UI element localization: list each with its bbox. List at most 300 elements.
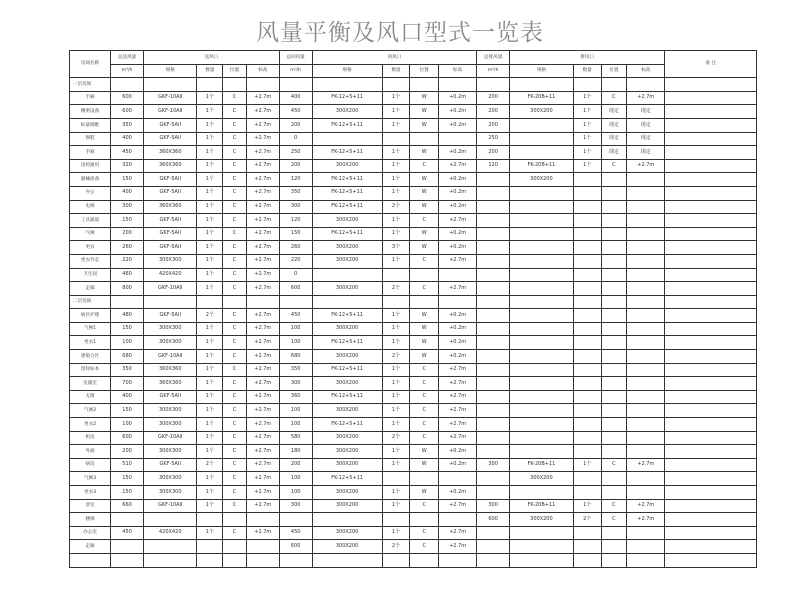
return-position-cell: C	[410, 363, 439, 377]
supply-elevation-cell: +2.7m	[246, 132, 279, 146]
exhaust-model-cell	[510, 431, 574, 445]
exhaust-model-cell: FK-20B+11	[510, 499, 574, 513]
supply-elevation-cell: +2.7m	[246, 186, 279, 200]
return-model-cell: 300X200	[312, 350, 382, 364]
supply-volume-cell: 260	[111, 241, 144, 255]
supply-elevation-cell: +2.7m	[246, 431, 279, 445]
notes-cell	[665, 322, 757, 336]
return-model-cell: FK-12+5+11	[312, 200, 382, 214]
supply-qty-cell: 1个	[197, 526, 223, 540]
return-model-cell: FK-12+5+11	[312, 390, 382, 404]
return-model-cell: 300X200	[312, 458, 382, 472]
return-elevation-cell: +0.2m	[439, 322, 477, 336]
return-position-cell	[410, 553, 439, 567]
exhaust-model-cell	[510, 363, 574, 377]
return-model-cell: FK-12+5+11	[312, 118, 382, 132]
supply-elevation-cell: +2.7m	[246, 390, 279, 404]
supply-model-cell: GKF-5AII	[144, 173, 197, 187]
exhaust-elevation-cell	[627, 486, 665, 500]
supply-model-cell: GKF-5AII	[144, 227, 197, 241]
return-qty-cell: 1个	[382, 173, 410, 187]
exhaust-volume-cell	[477, 295, 510, 309]
return-volume-cell: 450	[279, 309, 312, 323]
exhaust-model-cell	[510, 146, 574, 160]
return-qty-cell: 1个	[382, 91, 410, 105]
supply-qty-cell: 1个	[197, 254, 223, 268]
supply-model-cell: 300X300	[144, 472, 197, 486]
return-volume-cell: 100	[279, 418, 312, 432]
exhaust-volume-cell	[477, 186, 510, 200]
exhaust-model-cell	[510, 486, 574, 500]
return-volume-cell: 350	[279, 186, 312, 200]
exhaust-position-cell: C	[601, 513, 627, 527]
supply-position-cell	[223, 513, 247, 527]
supply-elevation-cell: +2.7m	[246, 159, 279, 173]
supply-volume-cell: 150	[111, 322, 144, 336]
return-elevation-cell	[439, 513, 477, 527]
notes-cell	[665, 295, 757, 309]
notes-cell	[665, 254, 757, 268]
return-position-cell: W	[410, 486, 439, 500]
supply-elevation-cell: +2.7m	[246, 254, 279, 268]
supply-qty-cell: 1个	[197, 241, 223, 255]
exhaust-qty-cell	[573, 173, 601, 187]
exhaust-elevation-cell	[627, 553, 665, 567]
supply-elevation-cell: +2.7m	[246, 499, 279, 513]
exhaust-elevation-cell	[627, 268, 665, 282]
header-unit: m³/h	[279, 64, 312, 78]
table-row	[70, 200, 757, 214]
exhaust-model-cell	[510, 241, 574, 255]
return-model-cell: 300X200	[312, 105, 382, 119]
exhaust-qty-cell	[573, 295, 601, 309]
exhaust-volume-cell	[477, 540, 510, 554]
exhaust-elevation-cell: 现定	[627, 118, 665, 132]
return-model-cell: FK-12+5+11	[312, 173, 382, 187]
notes-cell	[665, 472, 757, 486]
supply-model-cell: GKF-5AII	[144, 214, 197, 228]
return-model-cell: 300X200	[312, 214, 382, 228]
header-notes: 备 注	[665, 51, 757, 78]
exhaust-volume-cell	[477, 78, 510, 92]
return-volume-cell: 120	[279, 173, 312, 187]
return-elevation-cell	[439, 553, 477, 567]
supply-elevation-cell: +2.7m	[246, 118, 279, 132]
table-row	[70, 214, 757, 228]
exhaust-model-cell: 300X200	[510, 105, 574, 119]
supply-model-cell: GKF-5AII	[144, 309, 197, 323]
return-model-cell	[312, 268, 382, 282]
supply-volume-cell: 150	[111, 486, 144, 500]
room-name-cell: 气闸2	[70, 404, 111, 418]
return-model-cell	[312, 295, 382, 309]
return-position-cell	[410, 268, 439, 282]
return-elevation-cell	[439, 268, 477, 282]
header-return-volume: 总回风量	[279, 51, 312, 65]
exhaust-model-cell	[510, 350, 574, 364]
return-qty-cell: 1个	[382, 214, 410, 228]
return-volume-cell: 350	[279, 363, 312, 377]
header-exhaust-volume: 总排风量	[477, 51, 510, 65]
return-qty-cell	[382, 132, 410, 146]
exhaust-elevation-cell: 现定	[627, 146, 665, 160]
supply-elevation-cell: +2.7m	[246, 377, 279, 391]
exhaust-model-cell	[510, 322, 574, 336]
exhaust-qty-cell	[573, 418, 601, 432]
return-qty-cell	[382, 553, 410, 567]
return-volume-cell: 100	[279, 336, 312, 350]
exhaust-position-cell: 现定	[601, 132, 627, 146]
supply-position-cell: C	[223, 458, 247, 472]
supply-elevation-cell: +2.7m	[246, 146, 279, 160]
notes-cell	[665, 390, 757, 404]
return-volume-cell: 200	[279, 159, 312, 173]
header-elevation: 标高	[246, 64, 279, 78]
supply-qty-cell: 1个	[197, 404, 223, 418]
exhaust-model-cell: FK-20B+11	[510, 458, 574, 472]
exhaust-elevation-cell	[627, 186, 665, 200]
exhaust-volume-cell: 300	[477, 458, 510, 472]
notes-cell	[665, 540, 757, 554]
exhaust-position-cell	[601, 350, 627, 364]
return-elevation-cell	[439, 295, 477, 309]
supply-position-cell: C	[223, 486, 247, 500]
table-row	[70, 526, 757, 540]
return-volume-cell: 250	[279, 146, 312, 160]
exhaust-volume-cell: 200	[477, 105, 510, 119]
exhaust-position-cell	[601, 472, 627, 486]
exhaust-volume-cell	[477, 472, 510, 486]
return-elevation-cell: +0.2m	[439, 105, 477, 119]
supply-model-cell	[144, 295, 197, 309]
supply-volume-cell: 150	[111, 404, 144, 418]
return-elevation-cell: +2.7m	[439, 390, 477, 404]
return-elevation-cell: +2.7m	[439, 159, 477, 173]
room-name-cell: 病房	[70, 458, 111, 472]
exhaust-position-cell: 现定	[601, 146, 627, 160]
table-row	[70, 486, 757, 500]
table-row	[70, 472, 757, 486]
exhaust-model-cell: FK-20B+11	[510, 159, 574, 173]
exhaust-elevation-cell	[627, 526, 665, 540]
supply-qty-cell	[197, 295, 223, 309]
notes-cell	[665, 132, 757, 146]
return-elevation-cell	[439, 78, 477, 92]
supply-elevation-cell: +2.7m	[246, 322, 279, 336]
supply-position-cell: C	[223, 91, 247, 105]
return-qty-cell: 1个	[382, 227, 410, 241]
supply-position-cell: C	[223, 241, 247, 255]
exhaust-qty-cell: 1个	[573, 458, 601, 472]
room-name-cell: 走廊	[70, 282, 111, 296]
return-elevation-cell: +2.7m	[439, 404, 477, 418]
return-position-cell: C	[410, 526, 439, 540]
return-volume-cell: 260	[279, 241, 312, 255]
return-volume-cell: 100	[279, 404, 312, 418]
supply-model-cell: GKF-5AII	[144, 390, 197, 404]
exhaust-volume-cell	[477, 445, 510, 459]
return-volume-cell: 450	[279, 105, 312, 119]
return-model-cell: FK-12+5+11	[312, 472, 382, 486]
exhaust-elevation-cell: +2.7m	[627, 91, 665, 105]
exhaust-qty-cell	[573, 540, 601, 554]
supply-model-cell: 360X360	[144, 200, 197, 214]
room-name-cell: 留样标本	[70, 363, 111, 377]
return-volume-cell: 0	[279, 132, 312, 146]
table-row	[70, 241, 757, 255]
exhaust-elevation-cell	[627, 363, 665, 377]
supply-model-cell: 300X300	[144, 486, 197, 500]
exhaust-position-cell	[601, 363, 627, 377]
return-model-cell: FK-12+5+11	[312, 227, 382, 241]
exhaust-elevation-cell	[627, 227, 665, 241]
supply-elevation-cell: +2.7m	[246, 472, 279, 486]
exhaust-position-cell: C	[601, 91, 627, 105]
supply-model-cell: 420X420	[144, 526, 197, 540]
room-name-cell: 楼梯	[70, 513, 111, 527]
supply-position-cell: C	[223, 472, 247, 486]
supply-position-cell: C	[223, 445, 247, 459]
supply-position-cell: C	[223, 282, 247, 296]
exhaust-elevation-cell: +2.7m	[627, 499, 665, 513]
exhaust-elevation-cell	[627, 322, 665, 336]
header-unit: m³/h	[477, 64, 510, 78]
exhaust-elevation-cell: +2.7m	[627, 159, 665, 173]
exhaust-elevation-cell	[627, 472, 665, 486]
exhaust-volume-cell	[477, 418, 510, 432]
exhaust-position-cell	[601, 186, 627, 200]
exhaust-volume-cell: 300	[477, 499, 510, 513]
return-elevation-cell: +0.2m	[439, 186, 477, 200]
supply-volume-cell: 150	[111, 472, 144, 486]
exhaust-qty-cell: 2个	[573, 513, 601, 527]
exhaust-elevation-cell: 现定	[627, 105, 665, 119]
return-position-cell	[410, 295, 439, 309]
supply-position-cell: C	[223, 377, 247, 391]
exhaust-elevation-cell	[627, 295, 665, 309]
exhaust-position-cell	[601, 431, 627, 445]
supply-volume-cell: 450	[111, 526, 144, 540]
exhaust-qty-cell	[573, 377, 601, 391]
return-model-cell: 300X200	[312, 254, 382, 268]
supply-volume-cell: 350	[111, 118, 144, 132]
supply-volume-cell: 700	[111, 377, 144, 391]
table-row	[70, 377, 757, 391]
return-volume-cell: 300	[279, 499, 312, 513]
return-position-cell: W	[410, 350, 439, 364]
exhaust-volume-cell	[477, 486, 510, 500]
supply-model-cell: 360X360	[144, 377, 197, 391]
room-name-cell: 无菌	[70, 390, 111, 404]
return-qty-cell: 1个	[382, 390, 410, 404]
return-model-cell: FK-12+5+11	[312, 186, 382, 200]
exhaust-model-cell	[510, 118, 574, 132]
supply-volume-cell: 200	[111, 227, 144, 241]
exhaust-elevation-cell	[627, 241, 665, 255]
return-position-cell: W	[410, 445, 439, 459]
return-model-cell	[312, 553, 382, 567]
room-name-cell: 更衣2	[70, 418, 111, 432]
exhaust-volume-cell: 200	[477, 118, 510, 132]
supply-position-cell: C	[223, 227, 247, 241]
header-qty: 数量	[382, 64, 410, 78]
room-name-cell: 手麻	[70, 146, 111, 160]
supply-model-cell: GKF-10AII	[144, 499, 197, 513]
supply-model-cell: GKF-5AII	[144, 458, 197, 472]
exhaust-model-cell: 300X200	[510, 173, 574, 187]
supply-model-cell: 360X360	[144, 363, 197, 377]
exhaust-elevation-cell	[627, 200, 665, 214]
exhaust-model-cell	[510, 227, 574, 241]
supply-qty-cell: 1个	[197, 186, 223, 200]
notes-cell	[665, 186, 757, 200]
exhaust-model-cell	[510, 282, 574, 296]
return-model-cell: FK-12+5+11	[312, 309, 382, 323]
supply-volume-cell: 320	[111, 159, 144, 173]
exhaust-volume-cell	[477, 214, 510, 228]
exhaust-position-cell	[601, 295, 627, 309]
supply-position-cell: C	[223, 526, 247, 540]
supply-model-cell: 300X300	[144, 254, 197, 268]
supply-volume-cell: 680	[111, 350, 144, 364]
return-model-cell: 300X200	[312, 404, 382, 418]
notes-cell	[665, 499, 757, 513]
exhaust-model-cell	[510, 390, 574, 404]
header-return-outlet: 回风口	[312, 51, 477, 65]
notes-cell	[665, 91, 757, 105]
notes-cell	[665, 526, 757, 540]
return-position-cell	[410, 132, 439, 146]
room-name-cell: 电梯	[70, 200, 111, 214]
supply-volume-cell: 100	[111, 418, 144, 432]
notes-cell	[665, 363, 757, 377]
supply-position-cell: C	[223, 322, 247, 336]
section-label: 一层房间	[70, 78, 111, 92]
supply-position-cell: C	[223, 105, 247, 119]
return-elevation-cell	[439, 472, 477, 486]
exhaust-position-cell	[601, 390, 627, 404]
return-position-cell: C	[410, 282, 439, 296]
exhaust-elevation-cell	[627, 377, 665, 391]
supply-elevation-cell: +2.7m	[246, 445, 279, 459]
exhaust-position-cell	[601, 268, 627, 282]
exhaust-position-cell	[601, 526, 627, 540]
exhaust-volume-cell: 600	[477, 513, 510, 527]
room-name-cell: 标量调配	[70, 118, 111, 132]
supply-model-cell	[144, 540, 197, 554]
supply-elevation-cell: +2.7m	[246, 363, 279, 377]
exhaust-position-cell	[601, 486, 627, 500]
return-elevation-cell: +2.7m	[439, 254, 477, 268]
supply-model-cell: 360X360	[144, 146, 197, 160]
notes-cell	[665, 553, 757, 567]
return-position-cell: W	[410, 322, 439, 336]
supply-position-cell: C	[223, 254, 247, 268]
supply-position-cell	[223, 78, 247, 92]
notes-cell	[665, 431, 757, 445]
table-row	[70, 322, 757, 336]
return-qty-cell: 1个	[382, 186, 410, 200]
return-qty-cell: 3个	[382, 241, 410, 255]
supply-model-cell	[144, 513, 197, 527]
return-elevation-cell: +0.2m	[439, 227, 477, 241]
exhaust-qty-cell	[573, 336, 601, 350]
exhaust-volume-cell	[477, 377, 510, 391]
exhaust-position-cell	[601, 200, 627, 214]
exhaust-volume-cell	[477, 350, 510, 364]
exhaust-qty-cell	[573, 186, 601, 200]
notes-cell	[665, 241, 757, 255]
supply-qty-cell: 1个	[197, 336, 223, 350]
exhaust-qty-cell	[573, 241, 601, 255]
room-name-cell: 走廊	[70, 540, 111, 554]
supply-volume-cell: 600	[111, 105, 144, 119]
exhaust-position-cell	[601, 241, 627, 255]
supply-position-cell	[223, 295, 247, 309]
supply-qty-cell: 1个	[197, 418, 223, 432]
exhaust-model-cell	[510, 404, 574, 418]
exhaust-qty-cell	[573, 390, 601, 404]
supply-elevation-cell: +2.7m	[246, 227, 279, 241]
room-name-cell: 诊室	[70, 499, 111, 513]
supply-position-cell: C	[223, 431, 247, 445]
exhaust-model-cell	[510, 268, 574, 282]
return-position-cell: C	[410, 254, 439, 268]
exhaust-volume-cell	[477, 526, 510, 540]
exhaust-position-cell	[601, 78, 627, 92]
return-qty-cell: 1个	[382, 254, 410, 268]
exhaust-model-cell	[510, 540, 574, 554]
return-qty-cell: 1个	[382, 404, 410, 418]
exhaust-position-cell	[601, 214, 627, 228]
header-exhaust-outlet: 排风口	[510, 51, 665, 65]
exhaust-volume-cell	[477, 309, 510, 323]
table-row	[70, 186, 757, 200]
table-row	[70, 404, 757, 418]
return-model-cell: 300X200	[312, 486, 382, 500]
return-elevation-cell: +0.2m	[439, 91, 477, 105]
supply-qty-cell: 1个	[197, 322, 223, 336]
return-elevation-cell: +2.7m	[439, 431, 477, 445]
exhaust-volume-cell	[477, 241, 510, 255]
return-model-cell: FK-12+5+11	[312, 91, 382, 105]
supply-qty-cell	[197, 540, 223, 554]
supply-qty-cell: 1个	[197, 431, 223, 445]
notes-cell	[665, 418, 757, 432]
return-qty-cell: 1个	[382, 486, 410, 500]
exhaust-position-cell	[601, 377, 627, 391]
table-row	[70, 309, 757, 323]
return-position-cell: W	[410, 91, 439, 105]
return-position-cell: W	[410, 336, 439, 350]
return-model-cell: 300X200	[312, 159, 382, 173]
exhaust-position-cell: C	[601, 499, 627, 513]
return-qty-cell	[382, 513, 410, 527]
return-position-cell	[410, 472, 439, 486]
return-elevation-cell: +0.2m	[439, 241, 477, 255]
return-position-cell: C	[410, 377, 439, 391]
exhaust-elevation-cell	[627, 214, 665, 228]
supply-volume-cell: 400	[111, 186, 144, 200]
supply-qty-cell: 1个	[197, 268, 223, 282]
return-position-cell: C	[410, 499, 439, 513]
room-name-cell: 换鞋	[70, 132, 111, 146]
notes-cell	[665, 458, 757, 472]
supply-position-cell: C	[223, 499, 247, 513]
return-qty-cell: 2个	[382, 350, 410, 364]
supply-model-cell: GKF-10AII	[144, 431, 197, 445]
exhaust-model-cell	[510, 78, 574, 92]
